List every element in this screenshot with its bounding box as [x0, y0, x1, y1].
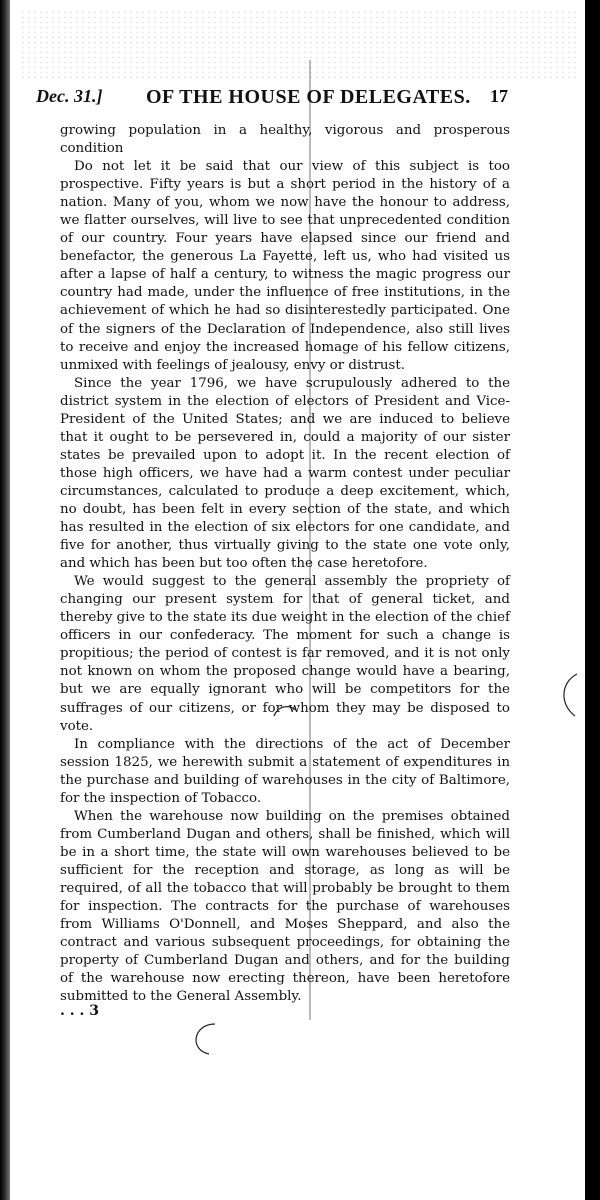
header-date: Dec. 31.] [36, 86, 103, 106]
scan-border [585, 0, 600, 1200]
scan-edge-shadow [0, 0, 10, 1200]
pencil-mark-icon [555, 670, 585, 720]
paragraph: Do not let it be said that our view of this subject is too prospective. Fifty years is but a short period in the history of a nation. Many of you, whom we now have the honour to address, we flatter ourselves, will live to see that unprecedented condition of our country. Four years have elapsed since our friend and benefactor, the generous La Fayette, left us, who had visited us after a lapse of half a century, to witness the magic progress our country had made, under the influence of free institutions, in the achievement of which he had so disinterestedly participated. One of the signers of the Declaration of Independence, also still lives to receive and enjoy the increased homage of his fellow citizens, unmixed with feelings of jealousy, envy or distrust. [60, 159, 510, 373]
running-header [36, 86, 516, 116]
paragraph: We would suggest to the general assembly the propriety of changing our present system for that of general ticket, and thereby give to the state its due weight in the election of the chief officers in our confederacy. The moment for such a change is propitious; the period of contest is far removed, and it is not only not known on whom the proposed change would have a bearing, but we are equally ignorant who will be competitors for the suffrages of our citizens, or for whom they may be disposed to vote. [60, 574, 510, 734]
paragraph: When the warehouse now building on the premises obtained from Cumberland Dugan and others, shall be finished, which will be in a short time, the state will own warehouses believed to be sufficient for the reception and storage, as long as will be required, of all the tobacco that will probably be brought to them for inspection. The contracts for the purchase of warehouses from Williams O'Donnell, and Moses Sheppard, and also the contract and various subsequent proceedings, for obtaining the property of Cumberland Dugan and others, and for the building of the warehouse now erecting thereon, have been heretofore submitted to the General Assembly. [60, 808, 510, 1005]
document-body [60, 122, 510, 1006]
pencil-mark-icon [270, 700, 300, 720]
page-number: 17 [490, 86, 508, 106]
signature-mark: . . . 3 [60, 1003, 99, 1019]
paragraph: growing population in a healthy, vigorous and prosperous condition [60, 123, 510, 157]
pencil-mark-icon [185, 1020, 225, 1060]
page-stain [20, 10, 580, 80]
header-title: OF THE HOUSE OF DELEGATES. [146, 86, 471, 108]
paragraph: Since the year 1796, we have scrupulously adhered to the district system in the election of electors of President and Vice-President of the United States; and we are induced to believe that it ought to be persevered in, could a majority of our sister states be prevailed upon to adopt it. In the recent election of those high officers, we have had a warm contest under peculiar circumstances, calculated to produce a deep excitement, which, no doubt, has been felt in every section of the state, and which has resulted in the election of six electors for one candidate, and five for another, thus virtually giving to the state one vote only, and which has been but too often the case heretofore. [60, 375, 510, 572]
paragraph: In compliance with the directions of the act of December session 1825, we herewith submit a statement of expenditures in the purchase and building of warehouses in the city of Baltimore, for the inspection of Tobacco. [60, 736, 510, 806]
